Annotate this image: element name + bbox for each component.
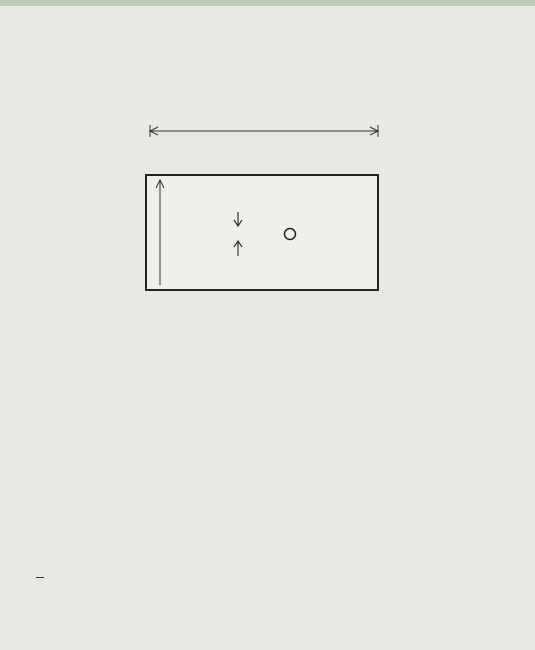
vm-formula [36,577,44,578]
assumption-and-part-c [4,598,530,600]
von-mises-criterion [36,570,44,580]
length-dimension [150,125,378,137]
plate-rectangle [146,175,378,290]
question-parts [4,524,532,526]
